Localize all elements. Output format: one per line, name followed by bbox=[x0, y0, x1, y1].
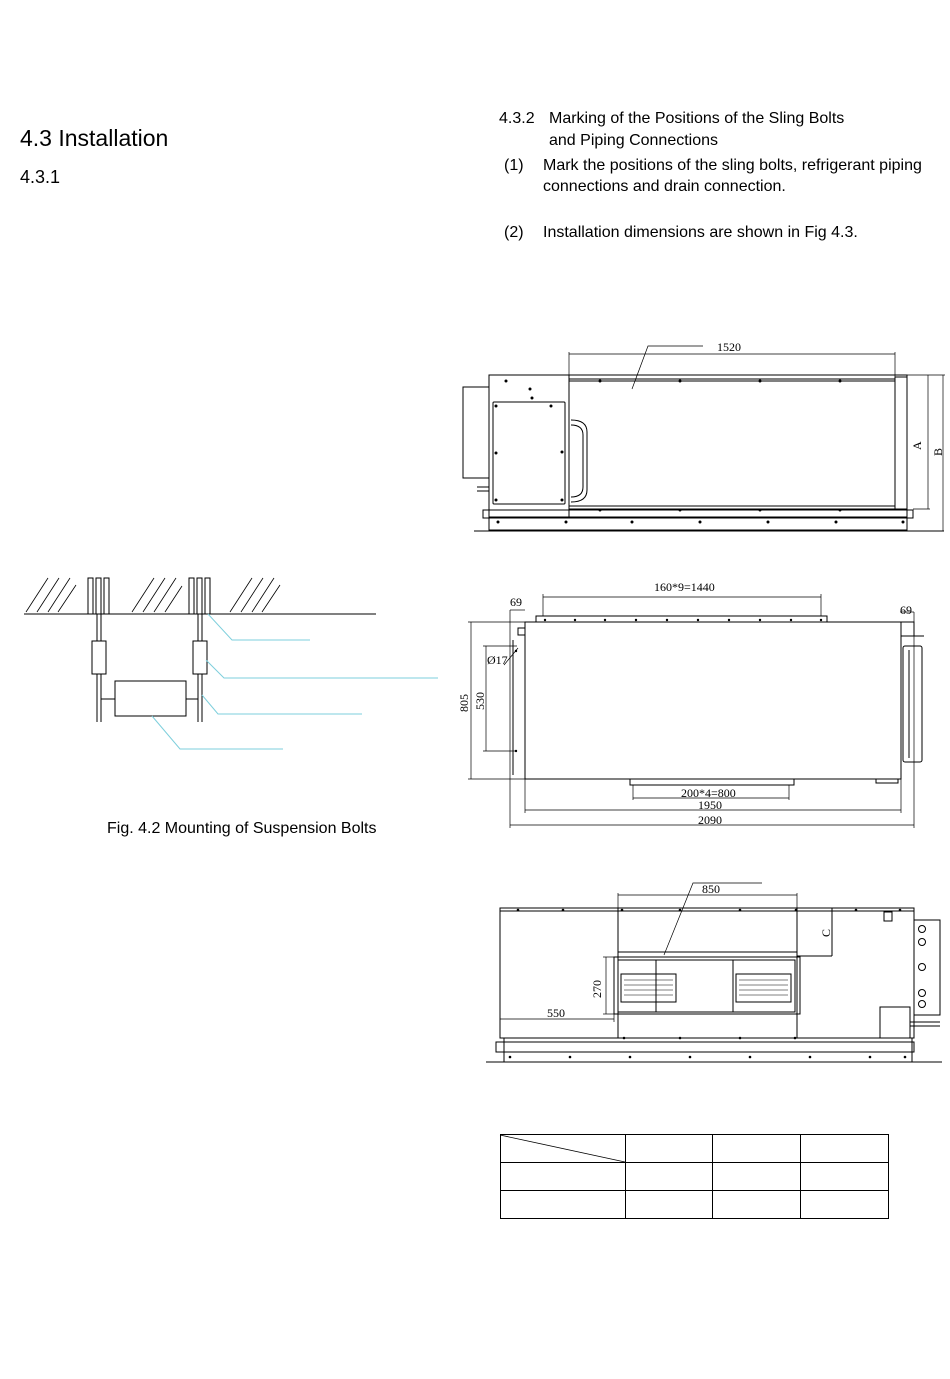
dim-c: C bbox=[819, 928, 833, 937]
item-text: Mark the positions of the sling bolts, refrigerant piping connections and drain connection. bbox=[543, 157, 922, 195]
table-cell bbox=[801, 1135, 889, 1163]
dim-offset-right: 69 bbox=[900, 603, 912, 617]
table-row bbox=[501, 1191, 889, 1219]
dim-height-inner: 530 bbox=[473, 692, 487, 710]
marking-title-line2: and Piping Connections bbox=[549, 132, 719, 149]
top-view-drawing bbox=[463, 346, 945, 531]
dim-length-outer: 2090 bbox=[698, 813, 722, 827]
spec-table bbox=[500, 1134, 889, 1219]
dim-outlet-height: 270 bbox=[590, 980, 604, 998]
table-cell bbox=[801, 1191, 889, 1219]
item-number: (2) bbox=[504, 224, 524, 241]
table-cell bbox=[801, 1163, 889, 1191]
table-cell bbox=[501, 1191, 626, 1219]
dim-bottom-spacing: 200*4=800 bbox=[681, 786, 736, 800]
section-title: 4.3 Installation bbox=[20, 125, 169, 151]
table-cell bbox=[713, 1163, 801, 1191]
item-text: Installation dimensions are shown in Fig 4.3. bbox=[543, 224, 858, 241]
dim-offset-left: 69 bbox=[510, 595, 522, 609]
table-cell bbox=[626, 1163, 713, 1191]
suspension-bolt-diagram bbox=[24, 578, 438, 749]
marking-number: 4.3.2 bbox=[499, 110, 535, 127]
dim-outlet-width: 850 bbox=[702, 882, 720, 896]
front-view-drawing bbox=[486, 883, 942, 1062]
table-row bbox=[501, 1135, 889, 1163]
table-cell bbox=[501, 1163, 626, 1191]
table-cell bbox=[713, 1135, 801, 1163]
dim-top-length: 1520 bbox=[717, 340, 741, 354]
table-cell bbox=[626, 1135, 713, 1163]
item-number: (1) bbox=[504, 157, 524, 174]
table-cell bbox=[713, 1191, 801, 1219]
dim-hole-dia: Ø17 bbox=[487, 653, 508, 667]
marking-title-line1: Marking of the Positions of the Sling Bolts bbox=[549, 110, 845, 127]
table-cell bbox=[626, 1191, 713, 1219]
dim-b: B bbox=[931, 447, 945, 456]
dim-offset: 550 bbox=[547, 1006, 565, 1020]
fig42-caption: Fig. 4.2 Mounting of Suspension Bolts bbox=[107, 820, 377, 837]
leader-lines bbox=[152, 614, 438, 749]
dim-height-outer: 805 bbox=[457, 694, 471, 712]
dim-length-inner: 1950 bbox=[698, 798, 722, 812]
table-row bbox=[501, 1163, 889, 1191]
dim-bolt-spacing: 160*9=1440 bbox=[654, 580, 715, 594]
dim-a: A bbox=[910, 441, 924, 450]
subsection-number: 4.3.1 bbox=[20, 167, 61, 187]
table-header-cell bbox=[501, 1135, 626, 1163]
